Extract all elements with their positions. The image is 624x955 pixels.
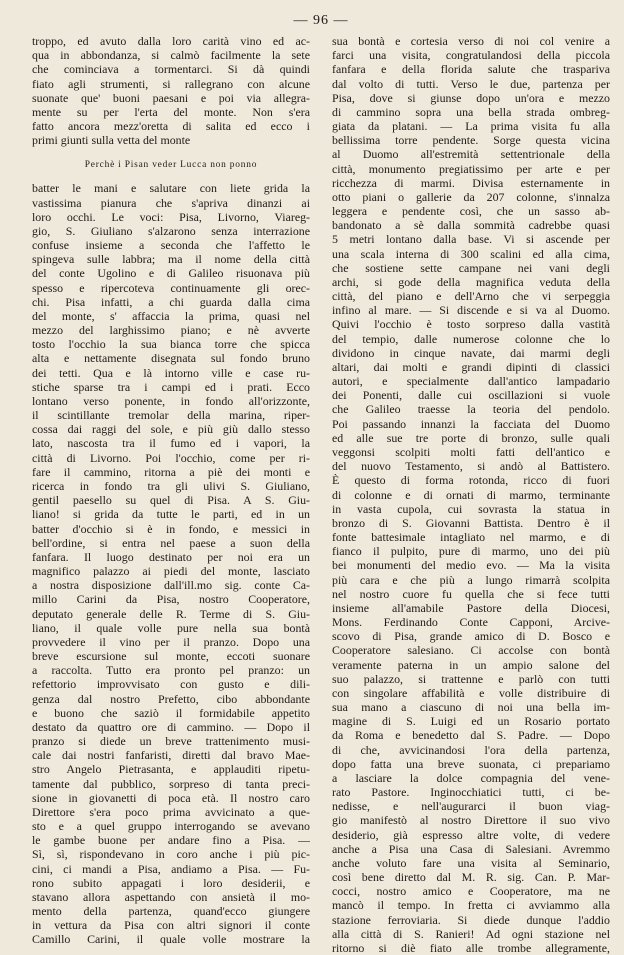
text-line: una scala interna di 300 scalini ed alla cima, [332,246,610,261]
text-line: fiato agli strumenti, si rallegrano con alcune [32,76,310,91]
text-line: cocci, nostro amico e Cooperatore, ma ne [332,884,610,899]
text-line: ricchezza di marmi. Divisa esternamente in [332,175,610,190]
text-line: altari, dai molti e grandi dipinti di classici [332,359,610,374]
text-line: qua in abbondanza, si calmò facilmente la sete [32,48,310,63]
text-line: gentil paesello su quel di Pisa. A S. Giu- [32,493,310,508]
text-line: che cominciava a tormentarci. Si dà quindi [32,62,310,77]
text-line: genza dal nostro Prefetto, cibo abbondante [32,691,310,706]
text-line: Pisa, dove si giunse dopo un'ora e mezzo [332,90,610,105]
text-line: confuse insieme a seconda che l'affetto le [32,238,310,253]
text-line: ritorno si diè fiato alle trombe allegramente, [332,941,610,955]
text-line: del monte, s' affaccia la prima, quasi nel [32,308,310,323]
text-line: Mons. Ferdinando Conte Capponi, Arcive- [332,615,610,630]
text-line: fare il cammino, ritorna a piè dei monti e [32,464,310,479]
text-line: refettorio improvvisato con gusto e dili- [32,677,310,692]
text-line: che Galileo traesse la teoria del pendolo. [332,402,610,417]
text-line: città, del piano e dell'Arno che vi serpeggia [332,289,610,304]
text-line: sione in giovanetti di poca età. Il nostro caro [32,790,310,805]
text-line: Poi passando innanzi la facciata del Duomo [332,416,610,431]
text-line: ricerca in fondo tra gli ulivi S. Giuliano, [32,478,310,493]
text-line: spingeva sulle labbra; ma il nome della città [32,252,310,267]
text-line: dopo fatta una breve suonata, ci prepariamo [332,756,610,771]
text-line: fanfara e della florida salute che traspariva [332,62,610,77]
text-line: stazione ferroviaria. Si diede dunque l'addio [332,912,610,927]
text-line: cossa dai raggi del sole, e più giù dallo stesso [32,422,310,437]
page-number: — 96 — [293,13,349,28]
text-line: da Roma e benedetto dal S. Padre. — Dopo [332,728,610,743]
text-line: provvedere il vino per il pranzo. Dopo una [32,634,310,649]
text-line: bandonato a sè dalla sommità cadrebbe quasi [332,218,610,233]
text-line: scovo di Pisa, grande amico di D. Bosco e [332,629,610,644]
text-line: il scintillante tremolar della marina, riper- [32,408,310,423]
text-line: deputato generale delle R. Terme di S. Giu- [32,606,310,621]
text-line: liano, il quale volle pure nella sua bontà [32,620,310,635]
text-line: liano! si grida da tutte le parti, ed in un [32,507,310,522]
text-line: vastissima pianura che s'apriva dinanzi ai [32,195,310,210]
text-line: millo Carini da Pisa, nostro Cooperatore, [32,592,310,607]
text-line: magine di S. Luigi ed un Rosario portato [332,714,610,729]
text-line: loro occhi. Le voci: Pisa, Livorno, Viareg- [32,209,310,224]
text-line: mezzo del larghissimo piano; e nè avverte [32,323,310,338]
text-line: gio manifestò al nostro Direttore il suo vivo [332,813,610,828]
right-column [332,34,610,955]
text-line: lato, nascosta tra il fumo ed i vapori, la [32,436,310,451]
text-line: Direttore s'era poco prima avvicinato a que- [32,804,310,819]
text-line: Sì, sì, rispondevano in coro anche i più pic- [32,847,310,862]
text-line: desiderio, già espresso altre volte, di vedere [332,827,610,842]
left-paragraph-1 [32,34,310,147]
text-line: mento della partenza, quand'ecco giungere [32,904,310,919]
text-line: al Duomo all'estremità settentrionale della [332,147,610,162]
text-line: dal volto di tutti. Verso le due, partenza per [332,76,610,91]
text-line: che sostiene sette campane nei vani degli [332,260,610,275]
text-line: del tempio, dalle numerose colonne che lo [332,331,610,346]
text-line: alta e nettamente disegnata sul fondo bruno [32,351,310,366]
text-line: città, monumento pregiatissimo per arte e per [332,161,610,176]
text-line: a nostra disposizione dall'ill.mo sig. conte Ca- [32,578,310,593]
text-line: autori, e specialmente dall'antico lampadario [332,374,610,389]
text-line: le gambe buone per andare fino a Pisa. — [32,833,310,848]
text-line: di colonne e di ornati di marmo, terminante [332,487,610,502]
text-line: batter le mani e salutare con liete grida la [32,181,310,196]
text-line: giata da platani. — La prima visita fu alla [332,119,610,134]
text-line: del conte Ugolino e di Galileo risuonava più [32,266,310,281]
text-line: alla città di S. Ranieri! Ad ogni stazione nel [332,926,610,941]
text-line: anche a Pisa una Casa di Salesiani. Avremmo [332,841,610,856]
text-line: dei Ponenti, dalle cui oscillazioni si vuole [332,388,610,403]
text-line: rono subito appagati i loro desiderii, e [32,875,310,890]
text-line: città di Livorno. Poi l'occhio, come per ri- [32,450,310,465]
text-line: gio, S. Giuliano s'alzarono senza interrazione [32,223,310,238]
text-line: È questo di forma rotonda, ricco di fuori [332,473,610,488]
text-line: fanfara. Il luogo destinato per noi era un [32,549,310,564]
text-line: anche voluto fare una visita al Seminario, [332,855,610,870]
text-line: stiche sparse tra i campi ed i prati. Ecco [32,379,310,394]
text-line: veggonsi scolpiti molti fatti dell'antico e [332,444,610,459]
text-line: mente su per l'erta del monte. Non s'era [32,104,310,119]
text-line: bell'ordine, si entra nel paese a suon della [32,535,310,550]
text-line: cale dai nostri fanfaristi, diretti dal bravo Mae- [32,748,310,763]
text-line: farci una visita, congratulandosi della piccola [332,48,610,63]
text-line: veramente paterna in un ampio salone del [332,657,610,672]
right-paragraph-1 [332,34,610,955]
text-line: breve escursione sul monte, eccoti suonare [32,649,310,664]
text-line: tamente dal pubblico, sorpreso di tanta preci- [32,776,310,791]
text-line: nedisse, e nell'augurarci il buon viag- [332,799,610,814]
text-line: bronzo di S. Giovanni Battista. Dentro è il [332,515,610,530]
text-line: pranzo si diede un breve trattenimento musi- [32,734,310,749]
text-line: suonate que' buoni paesani e poi via allegra- [32,90,310,105]
text-line: magnifico palazzo ai piedi del monte, lasciato [32,564,310,579]
text-line: più cara e che più a lungo rimarrà scolpita [332,572,610,587]
text-line: stro Angelo Pietrasanta, e applauditi ripetu- [32,762,310,777]
text-line: cini, ci mandi a Pisa, andiamo a Pisa. — Fu- [32,861,310,876]
text-line: destato da quattro ore di cammino. — Dopo il [32,719,310,734]
text-line: rato Pastore. Inginocchiatici tutti, ci be- [332,785,610,800]
text-line: leggera e pendente così, che un sasso ab- [332,204,610,219]
text-line: Camillo Carini, il quale volle mostrare la [32,932,310,947]
text-line: bei monumenti del medio evo. — Ma la visita [332,558,610,573]
text-line: batter d'occhio si è in fondo, e messici in [32,521,310,536]
text-line: di cammino sopra una bella strada ombreg- [332,104,610,119]
text-line: dei tetti. Qua e là intorno ville e case ru- [32,365,310,380]
text-line: del nuovo Testamento, si andò al Battistero. [332,459,610,474]
text-line: in vasta cupola, cui sovrasta la statua in [332,501,610,516]
text-line: chi. Pisa infatti, a chi guarda dalla cima [32,294,310,309]
text-line: mancò il tempo. In fretta ci avviammo alla [332,898,610,913]
text-line: bellissima torre pendente. Sorge questa vicina [332,133,610,148]
text-line: infino al mare. — Si discende e si va al Duomo. [332,303,610,318]
text-line: sua mano a ciascuno di noi una bella im- [332,700,610,715]
text-line: lontano verso ponente, in fondo all'orizzonte, [32,393,310,408]
text-line: a raccolta. Tutto era pronto pel pranzo: un [32,663,310,678]
text-line: insieme all'amabile Pastore della Diocesi, [332,600,610,615]
verse-heading: Perchè i Pisan veder Lucca non ponno [84,160,258,171]
text-line: e buono che saziò il formidabile appetito [32,705,310,720]
text-line: nel nostro cuore fu quella che si fece tutti [332,586,610,601]
text-line: fianco il pulpito, pure di marmo, uno dei più [332,544,610,559]
text-line: primi giunti sulla vetta del monte [32,133,191,148]
text-line: a lasciare la dolce compagnia del vene- [332,770,610,785]
text-line: archi, si gode della magnifica veduta della [332,274,610,289]
text-line: fatto ancora mezz'oretta di salita ed ecco i [32,119,310,134]
text-line: in vettura da Pisa con altri signori il conte [32,918,310,933]
text-line: sua bontà e cortesia verso di noi col venire a [332,34,610,48]
text-line: con singolare affabilità e volle distribuire di [332,685,610,700]
text-line: fonte battesimale intagliato nel marmo, e di [332,530,610,545]
text-line: stavano allora aspettando con ansietà il mo- [32,889,310,904]
text-line: sto e a quel gruppo interrogando se avevano [32,819,310,834]
left-column [32,34,310,955]
text-line: spesso e ripercoteva continuamente gli orec- [32,280,310,295]
text-line: otto piani o gallerie da 207 colonne, s'innalza [332,189,610,204]
text-line: così bene diretto dal M. R. sig. Can. P. Mar- [332,870,610,885]
text-line: Cooperatore salesiano. Ci accolse con bontà [332,643,610,658]
left-paragraph-2 [32,181,310,946]
text-line: di che, avvicinandosi l'ora della partenza, [332,742,610,757]
text-line: suo palazzo, si trattenne e parlò con tutti [332,671,610,686]
text-line: dividono in cinque navate, dai marmi degli [332,345,610,360]
text-line: 5 metri lontano dalla base. Vi si ascende per [332,232,610,247]
text-line: ed alle sue tre porte di bronzo, sulle quali [332,430,610,445]
text-line: troppo, ed avuto dalla loro carità vino ed ac- [32,34,310,48]
text-line: tosto l'occhio la sua bianca torre che spicca [32,337,310,352]
text-line: Quivi l'occhio è tosto sorpreso dalla vastità [332,317,610,332]
text-columns [32,34,610,955]
